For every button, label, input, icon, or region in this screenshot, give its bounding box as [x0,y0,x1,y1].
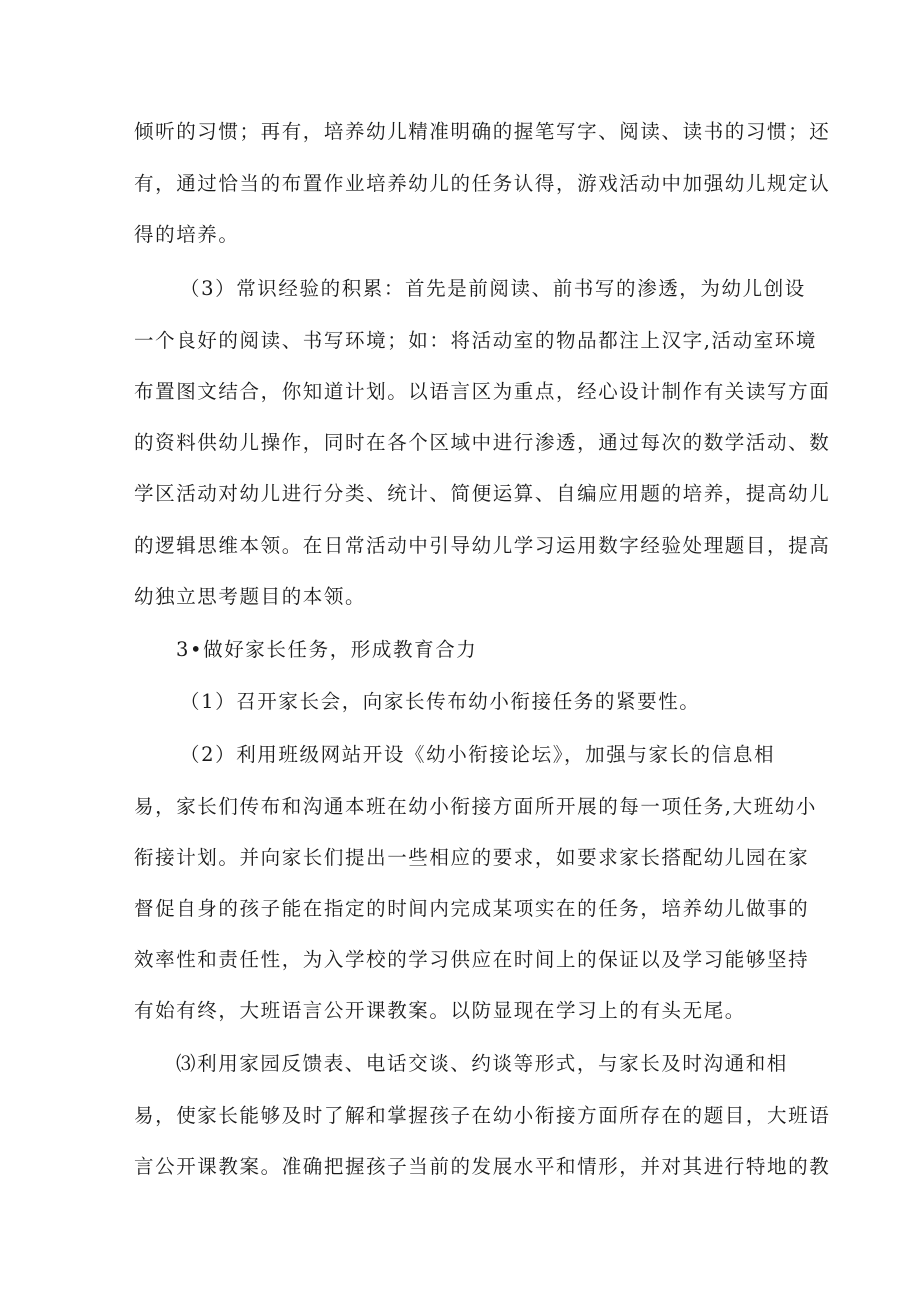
text-line: 布置图文结合，你知道计划。以语言区为重点，经心设计制作有关读写方面 [134,380,831,403]
text-line: ⑶利用家园反馈表、电话交谈、约谈等形式，与家长及时沟通和相 [176,1052,788,1075]
text-line: 得的培养。 [134,223,240,246]
text-line: （3）常识经验的积累：首先是前阅读、前书写的渗透，为幼儿创设 [180,277,806,300]
text-line: 有，通过恰当的布置作业培养幼儿的任务认得，游戏活动中加强幼儿规定认 [134,172,831,195]
text-line: 易，使家长能够及时了解和掌握孩子在幼小衔接方面所存在的题目，大班语 [134,1104,831,1127]
text-line: 言公开课教案。准确把握孩子当前的发展水平和情形，并对其进行特地的教 [134,1155,831,1178]
text-line: 的资料供幼儿操作，同时在各个区域中进行渗透，通过每次的数学活动、数 [134,431,831,454]
text-line: （2）利用班级网站开设《幼小衔接论坛》，加强与家长的信息相 [180,743,776,766]
text-line: 一个良好的阅读、书写环境；如：将活动室的物品都注上汉字,活动室环境 [134,329,817,352]
text-line: 的逻辑思维本领。在日常活动中引导幼儿学习运用数字经验处理题目，提高 [134,534,831,557]
text-line: 易，家长们传布和沟通本班在幼小衔接方面所开展的每一项任务,大班幼小 [134,795,817,818]
text-line: 衔接计划。并向家长们提出一些相应的要求，如要求家长搭配幼儿园在家 [134,846,810,869]
text-line: 效率性和责任性，为入学校的学习供应在时间上的保证以及学习能够坚持 [134,948,810,971]
text-line: 倾听的习惯；再有，培养幼儿精准明确的握笔写字、阅读、读书的习惯；还 [134,120,831,143]
text-line: 有始有终，大班语言公开课教案。以防显现在学习上的有头无尾。 [134,999,746,1022]
text-line: （1）召开家长会，向家长传布幼小衔接任务的紧要性。 [180,690,701,713]
text-line: 督促自身的孩子能在指定的时间内完成某项实在的任务，培养幼儿做事的 [134,897,810,920]
section-heading: 3•做好家长任务，形成教育合力 [176,638,478,661]
text-line: 幼独立思考题目的本领。 [134,585,367,608]
text-line: 学区活动对幼儿进行分类、统计、简便运算、自编应用题的培养，提高幼儿 [134,482,831,505]
